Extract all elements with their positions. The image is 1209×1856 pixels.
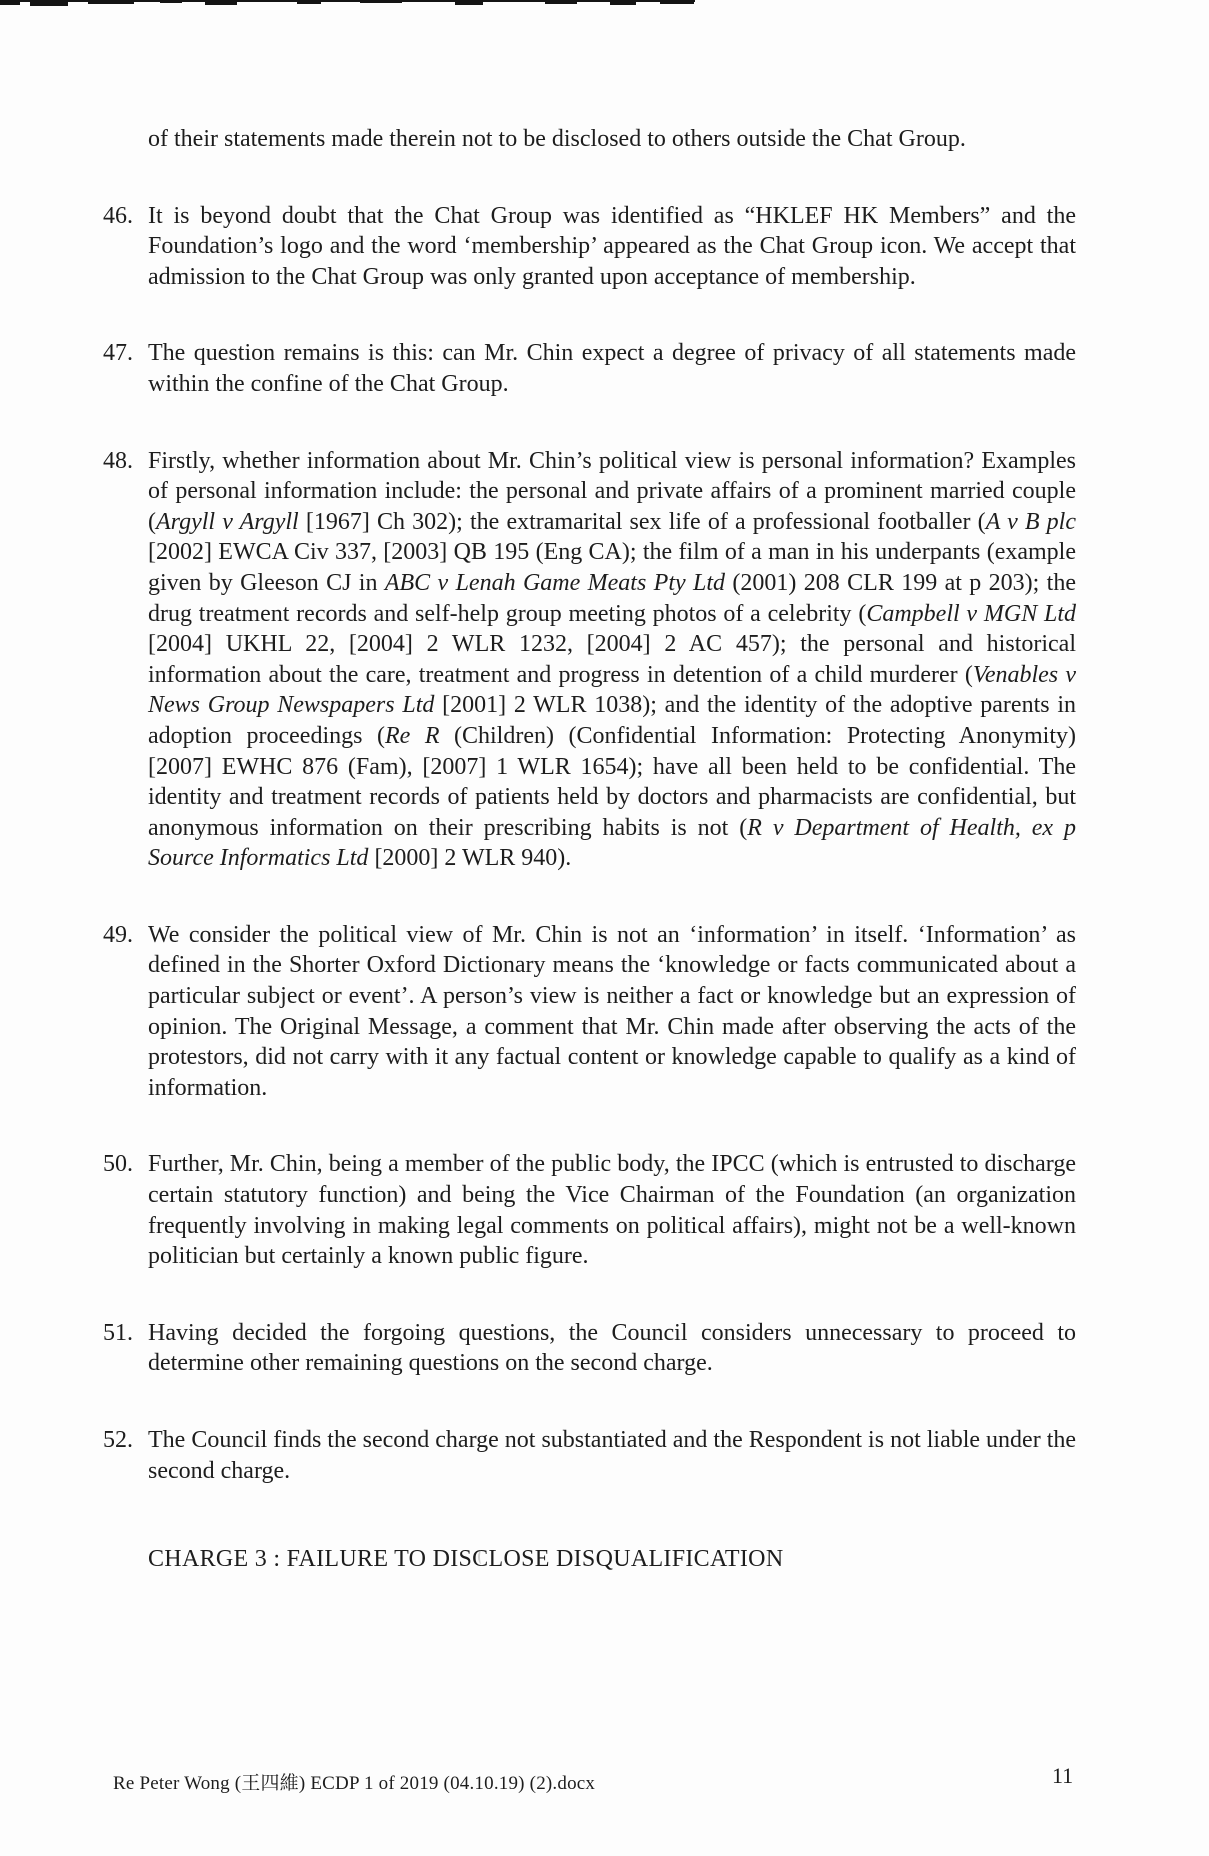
charge-3-heading: CHARGE 3 : FAILURE TO DISCLOSE DISQUALIFICATION: [148, 1546, 784, 1573]
paragraph-47: [103, 338, 1076, 399]
scan-smudge: [478, 1550, 485, 1564]
paragraph-49: [103, 920, 1076, 1104]
paragraph-number: 49.: [103, 921, 133, 948]
paragraph-48: [103, 446, 1076, 874]
paragraph-number: 46.: [103, 202, 133, 229]
paragraph-text: Further, Mr. Chin, being a member of the public body, the IPCC (which is entrusted to discharge certain statutory function) and being the Vice Chairman of the Foundation (an organization frequently involving in making legal comments on political affairs), might not be a well-known politician but certainly a known public figure.: [148, 1151, 1076, 1270]
paragraph-46: [103, 201, 1076, 293]
paragraph-52: [103, 1425, 1076, 1486]
paragraph-text: We consider the political view of Mr. Chin is not an ‘information’ in itself. ‘Information’ as defined in the Shorter Oxford Dictionary means the ‘knowledge or facts communicated about a particular subject or event’. A person’s view is neither a fact or knowledge but an expression of opinion. The Original Message, a comment that Mr. Chin made after observing the acts of the protestors, did not carry with it any factual content or knowledge capable to qualify as a kind of information.: [148, 921, 1076, 1101]
paragraph-50: [103, 1149, 1076, 1271]
paragraph-number: 48.: [103, 447, 133, 474]
footer-page-number: 11: [1052, 1763, 1074, 1788]
paragraph-number: 52.: [103, 1427, 133, 1453]
paragraph-text: The question remains is this: can Mr. Chin expect a degree of privacy of all statements made within the confine of the Chat Group.: [148, 340, 1076, 397]
paragraph-text: Having decided the forgoing questions, the Council considers unnecessary to proceed to determine other remaining questions on the second charge.: [148, 1319, 1076, 1377]
paragraph-text: The Council finds the second charge not substantiated and the Respondent is not liable under the second charge.: [148, 1427, 1077, 1484]
paragraph-number: 50.: [103, 1151, 133, 1178]
paragraph-text: It is beyond doubt that the Chat Group was identified as “HKLEF HK Members” and the Foundation’s logo and the word ‘membership’ appeared as the Chat Group icon. We accept that admission to the Chat Group was only granted upon acceptance of membership.: [148, 202, 1076, 290]
paragraph-51: [103, 1318, 1076, 1379]
paragraph-continuation: of their statements made therein not to be disclosed to others outside the Chat Group.: [148, 126, 966, 152]
paragraph-text: Firstly, whether information about Mr. Chin’s political view is personal information? Examples of personal information include: the personal and private affairs of a prominent married couple (Argyll v Argyll [1967] Ch 302); the extramarital sex life of a professional footballer (A v B plc [2002] EWCA Civ 337, [2003] QB 195 (Eng CA); the film of a man in his underpants (example given by Gleeson CJ in ABC v Lenah Game Meats Pty Ltd (2001) 208 CLR 199 at p 203); the drug treatment records and self-help group meeting photos of a celebrity (Campbell v MGN Ltd [2004] UKHL 22, [2004] 2 WLR 1232, [2004] 2 AC 457); the personal and historical information about the care, treatment and progress in detention of a child murderer (Venables v News Group Newspapers Ltd [2001] 2 WLR 1038); and the identity of the adoptive parents in adoption proceedings (Re R (Children) (Confidential Information: Protecting Anonymity) [2007] EWHC 876 (Fam), [2007] 1 WLR 1654); have all been held to be confidential. The identity and treatment records of patients held by doctors and pharmacists are confidential, but anonymous information on their prescribing habits is not (R v Department of Health, ex p Source Informatics Ltd [2000] 2 WLR 940).: [148, 447, 1077, 872]
paragraph-number: 51.: [103, 1319, 133, 1346]
document-body: [103, 124, 1076, 1575]
paragraph-number: 47.: [103, 340, 133, 367]
footer-filename: Re Peter Wong (王四維) ECDP 1 of 2019 (04.10.19) (2).docx: [113, 1773, 596, 1794]
